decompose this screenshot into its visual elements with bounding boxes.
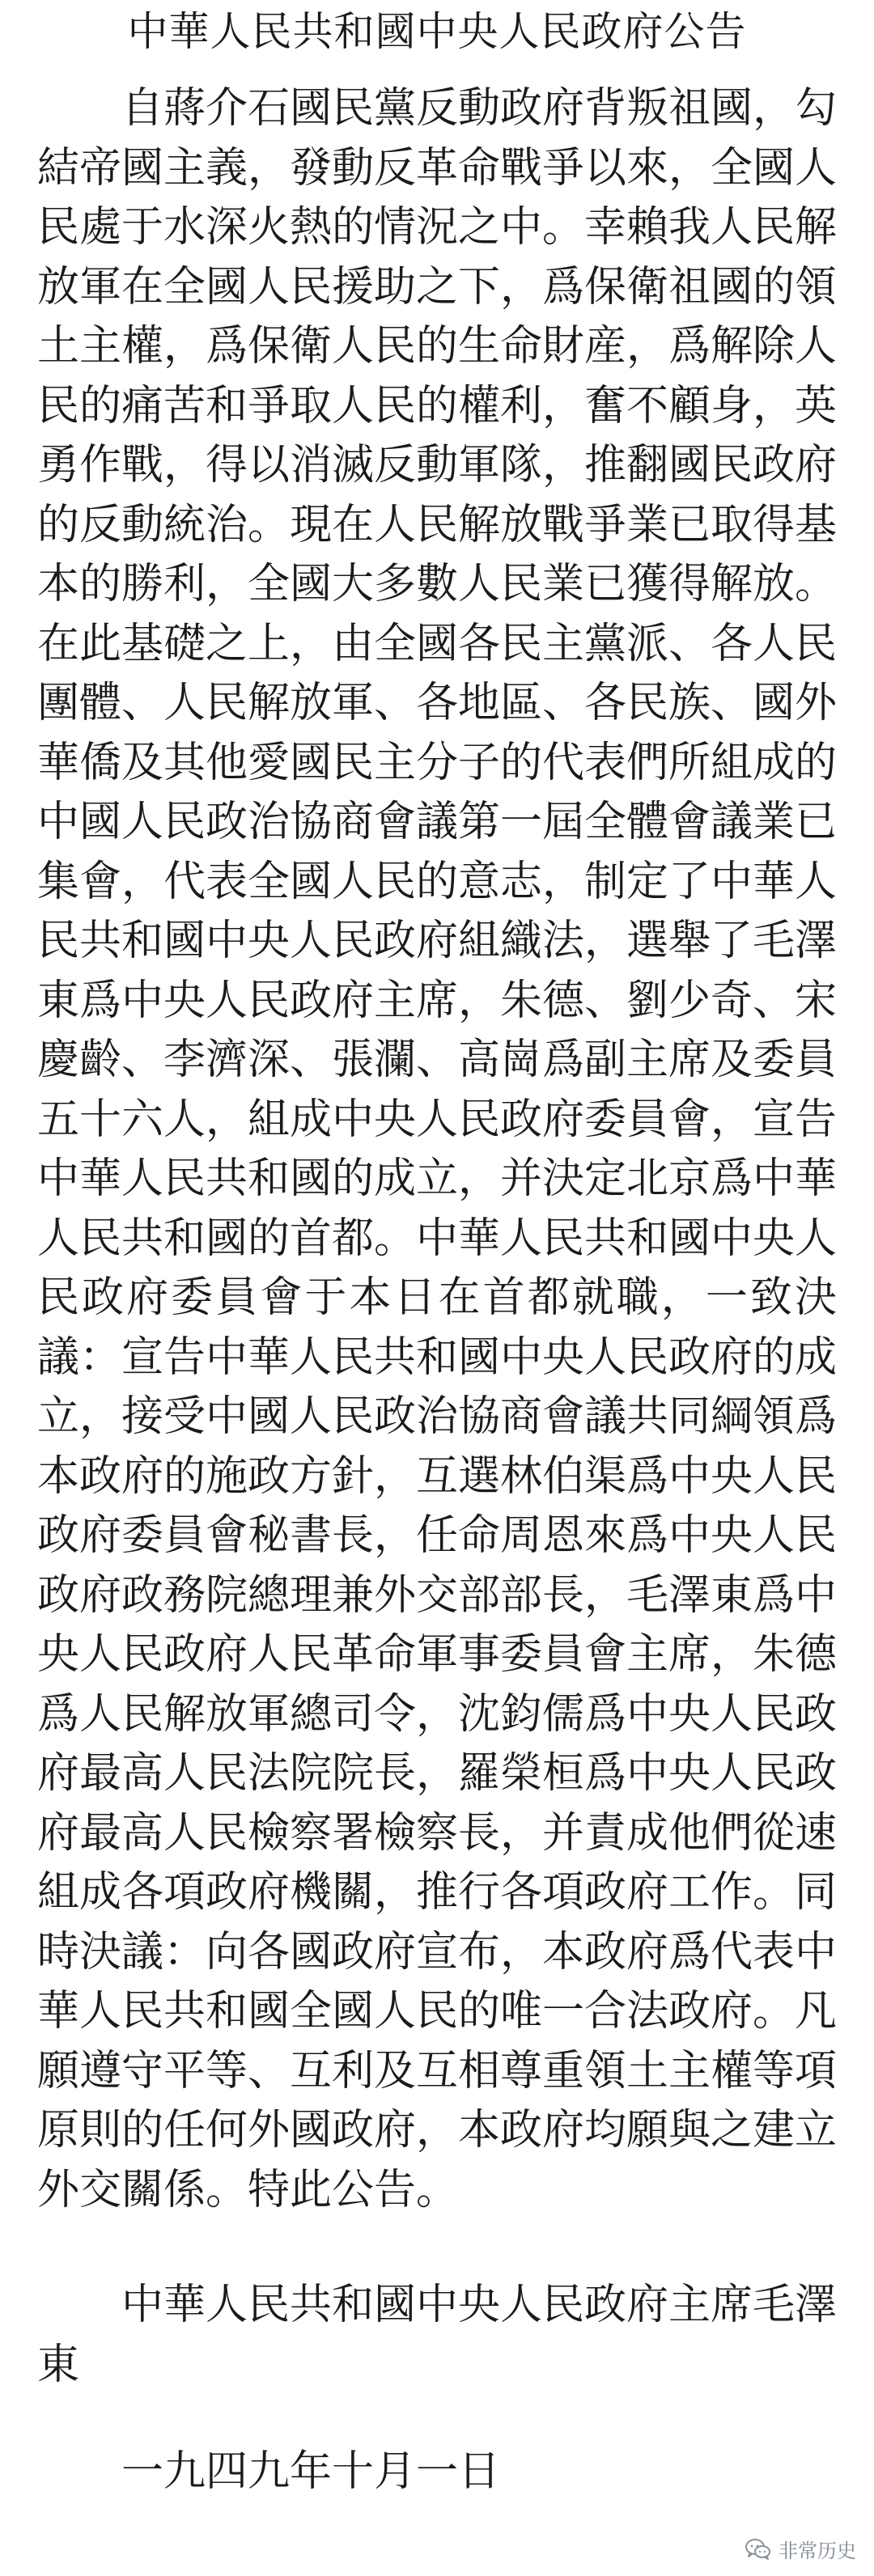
watermark-text: 非常历史 xyxy=(779,2540,856,2562)
document-title: 中華人民共和國中央人民政府公告 xyxy=(127,8,747,55)
document-date: 一九四九年十月一日 xyxy=(121,2447,501,2496)
document-body: 自蔣介石國民黨反動政府背叛祖國，勾結帝國主義，發動反革命戰爭以來，全國人民處于水深火熱的情況之中。幸賴我人民解放軍在全國人民援助之下，爲保衛祖國的領土主權，爲保衛人民的生命財産，爲解除人民的痛苦和爭取人民的權利，奮不顧身，英勇作戰，得以消滅反動軍隊，推翻國民政府的反動統治。現在人民解放戰爭業已取得基本的勝利，全國大多數人民業已獲得解放。在此基礎之上，由全國各民主黨派、各人民團體、人民解放軍、各地區、各民族、國外華僑及其他愛國民主分子的代表們所組成的中國人民政治協商會議第一屆全體會議業已集會，代表全國人民的意志，制定了中華人民共和國中央人民政府組織法，選舉了毛澤東爲中央人民政府主席，朱德、劉少奇、宋慶齡、李濟深、張瀾、高崗爲副主席及委員五十六人，組成中央人民政府委員會，宣告中華人民共和國的成立，并決定北京爲中華人民共和國的首都。中華人民共和國中央人民政府委員會于本日在首都就職，一致決議：宣告中華人民共和國中央人民政府的成立，接受中國人民政治協商會議共同綱領爲本政府的施政方針，互選林伯渠爲中央人民政府委員會秘書長，任命周恩來爲中央人民政府政務院總理兼外交部部長，毛澤東爲中央人民政府人民革命軍事委員會主席，朱德爲人民解放軍總司令，沈鈞儒爲中央人民政府最高人民法院院長，羅榮桓爲中央人民政府最高人民檢察署檢察長，并責成他們從速組成各項政府機關，推行各項政府工作。同時決議：向各國政府宣布，本政府爲代表中華人民共和國全國人民的唯一合法政府。凡願遵守平等、互利及互相尊重領土主權等項原則的任何外國政府，本政府均願與之建立外交關係。特此公告。 xyxy=(37,84,838,2214)
document-signature: 中華人民共和國中央人民政府主席毛澤東 xyxy=(37,2281,838,2389)
wechat-icon xyxy=(745,2538,772,2561)
source-watermark xyxy=(745,2535,856,2563)
